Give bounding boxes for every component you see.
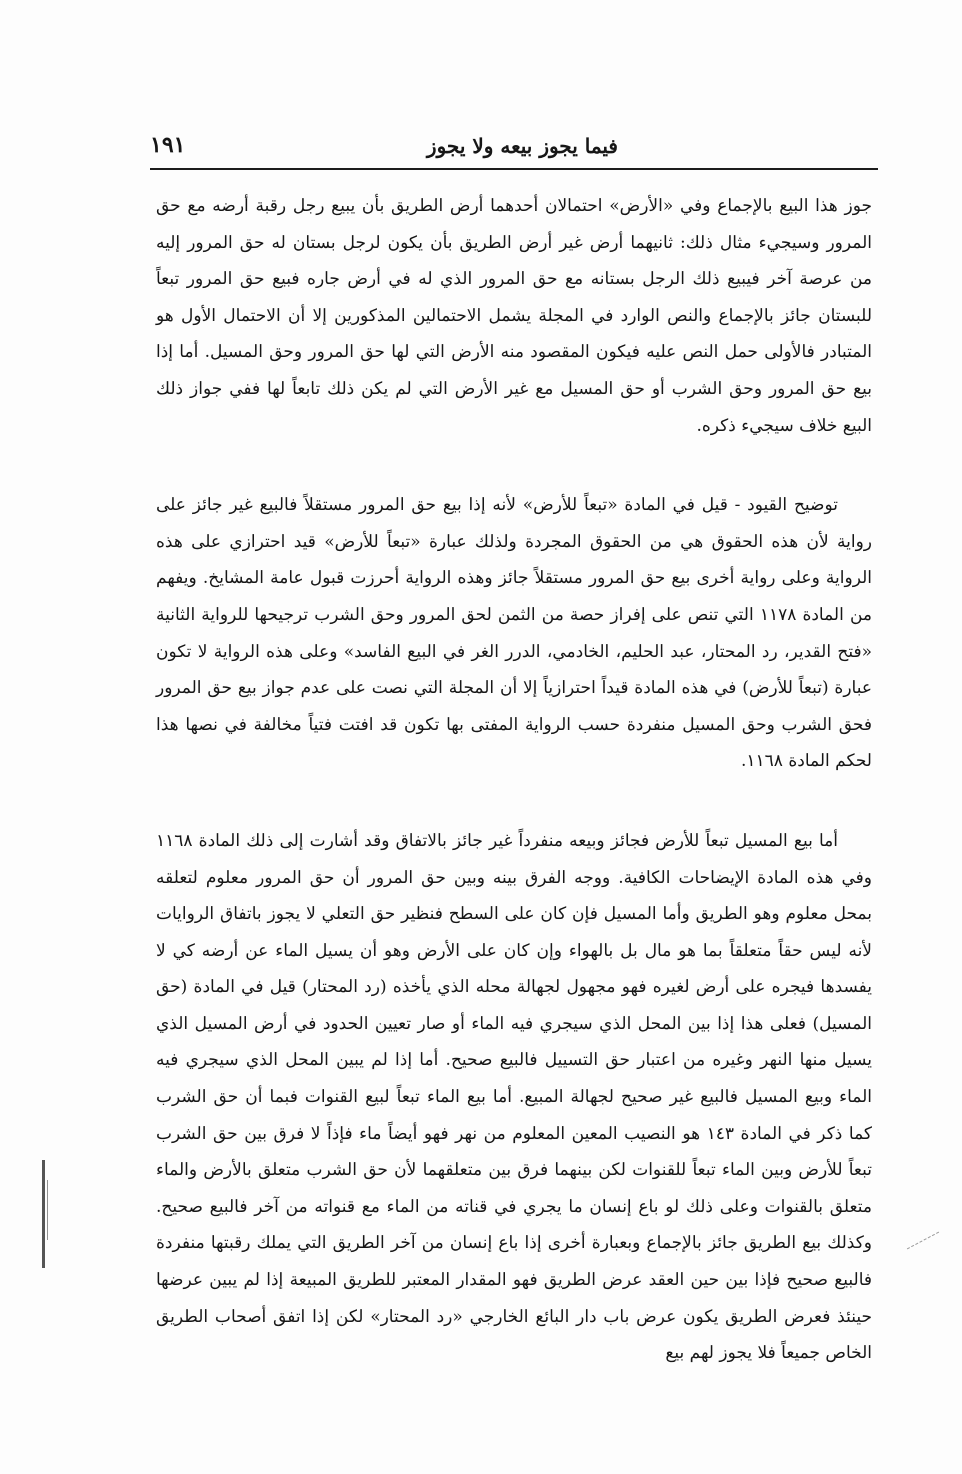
body-text — [156, 188, 872, 1372]
scan-margin-mark — [42, 1160, 45, 1268]
scan-stray-line — [907, 1232, 939, 1250]
header-divider — [150, 168, 878, 170]
running-title: فيما يجوز بيعه ولا يجوز — [426, 134, 618, 158]
page-number: ١٩١ — [150, 132, 186, 158]
paragraph-1: جوز هذا البيع بالإجماع وفي «الأرض» احتمالان أحدهما أرض الطريق بأن يبيع رجل رقبة أرضه مع حق المرور وسيجيء مثال ذلك: ثانيهما أرض غير أرض الطريق بأن يكون لرجل بستان له حق المرور إليه من عرصة آخر فيبيع ذلك الرجل بستانه مع حق المرور الذي له في أرض جاره فبيع حق المرور تبعاً للبستان جائز بالإجماع والنص الوارد في المجلة يشمل الاحتمالين المذكورين إلا أن الاحتمال الأول هو المتبادر فالأولى حمل النص عليه فيكون المقصود منه الأرض التي لها حق المرور وحق المسيل. أما إذا بيع حق المرور وحق الشرب أو حق المسيل مع غير الأرض التي لم يكن ذلك تابعاً لها ففي جواز ذلك البيع خلاف سيجيء ذكره. — [156, 196, 872, 436]
paragraph-3: أما بيع المسيل تبعاً للأرض فجائز وبيعه منفرداً غير جائز بالاتفاق وقد أشارت إلى ذلك المادة ١١٦٨ وفي هذه المادة الإيضاحات الكافية. ووجه الفرق بينه وبين حق المرور أن حق المرور معلوم لتعلقه بمحل معلوم وهو الطريق وأما المسيل فإن كان على السطح فنظير حق التعلي لا يجوز باتفاق الروايات لأنه ليس حقاً متعلقاً بما هو مال بل بالهواء وإن كان على الأرض وهو أن يسيل الماء عن أرضه كي لا يفسدها فيجره على أرض لغيره فهو مجهول لجهالة محله الذي يأخذه (رد المحتار) قيل في المادة (حق المسيل) فعلى هذا إذا بين المحل الذي سيجري فيه الماء أو صار تعيين الحدود في أرض المسيل الذي يسيل منها النهر وغيره من اعتبار حق التسييل فالبيع صحيح. أما إذا لم يبين المحل الذي سيجري فيه الماء وبيع المسيل فالبيع غير صحيح لجهالة المبيع. أما بيع الماء تبعاً لبيع القنوات فبما أن حق الشرب كما ذكر في المادة ١٤٣ هو النصيب المعين المعلوم من نهر فهو أيضاً ماء فإذاً لا فرق بين حق الشرب تبعاً للأرض وبين الماء تبعاً للقنوات لكن بينهما فرق بين متعلقهما لأن حق الشرب متعلق بالأرض والماء متعلق بالقنوات وعلى ذلك لو باع إنسان ما يجري في قناته من الماء مع قنواته من آخر فالبيع صحيح. وكذلك بيع الطريق جائز بالإجماع وبعبارة أخرى إذا باع إنسان من آخر الطريق التي يملك رقبتها منفردة فالبيع صحيح فإذا بين حين العقد عرض الطريق فهو المقدار المعتبر للطريق المبيعة إذا لم يبين عرضها حينئذ فعرض الطريق يكون عرض باب دار البائع الخارجي «رد المحتار» لكن إذا اتفق أصحاب الطريق الخاص جميعاً فلا يجوز لهم بيع — [156, 830, 873, 1364]
scan-margin-mark-secondary — [47, 1180, 48, 1240]
page-header — [150, 128, 878, 168]
paragraph-2: توضيح القيود - قيل في المادة «تبعاً للأرض» لأنه إذا بيع حق المرور مستقلاً فالبيع غير جائز على رواية لأن هذه الحقوق هي من الحقوق المجردة ولذلك عبارة «تبعاً للأرض» قيد احترازي على هذه الرواية وعلى رواية أخرى بيع حق المرور مستقلاً جائز وهذه الرواية أحرزت قبول عامة المشايخ. ويفهم من المادة ١١٧٨ التي تنص على إفراز حصة من الثمن لحق المرور وحق الشرب ترجيحها للرواية الثانية «فتح القدير، رد المحتار، عبد الحليم، الخادمي، الدرر الغر في البيع الفاسد» وعلى هذه الرواية لا تكون عبارة (تبعاً للأرض) في هذه المادة قيداً احترازياً إلا أن المجلة التي نصت على عدم جواز بيع حق المرور فحق الشرب وحق المسيل منفردة حسب الرواية المفتى بها تكون قد افتت فتياً مخالفة في نصها هذا لحكم المادة ١١٦٨. — [156, 495, 872, 772]
